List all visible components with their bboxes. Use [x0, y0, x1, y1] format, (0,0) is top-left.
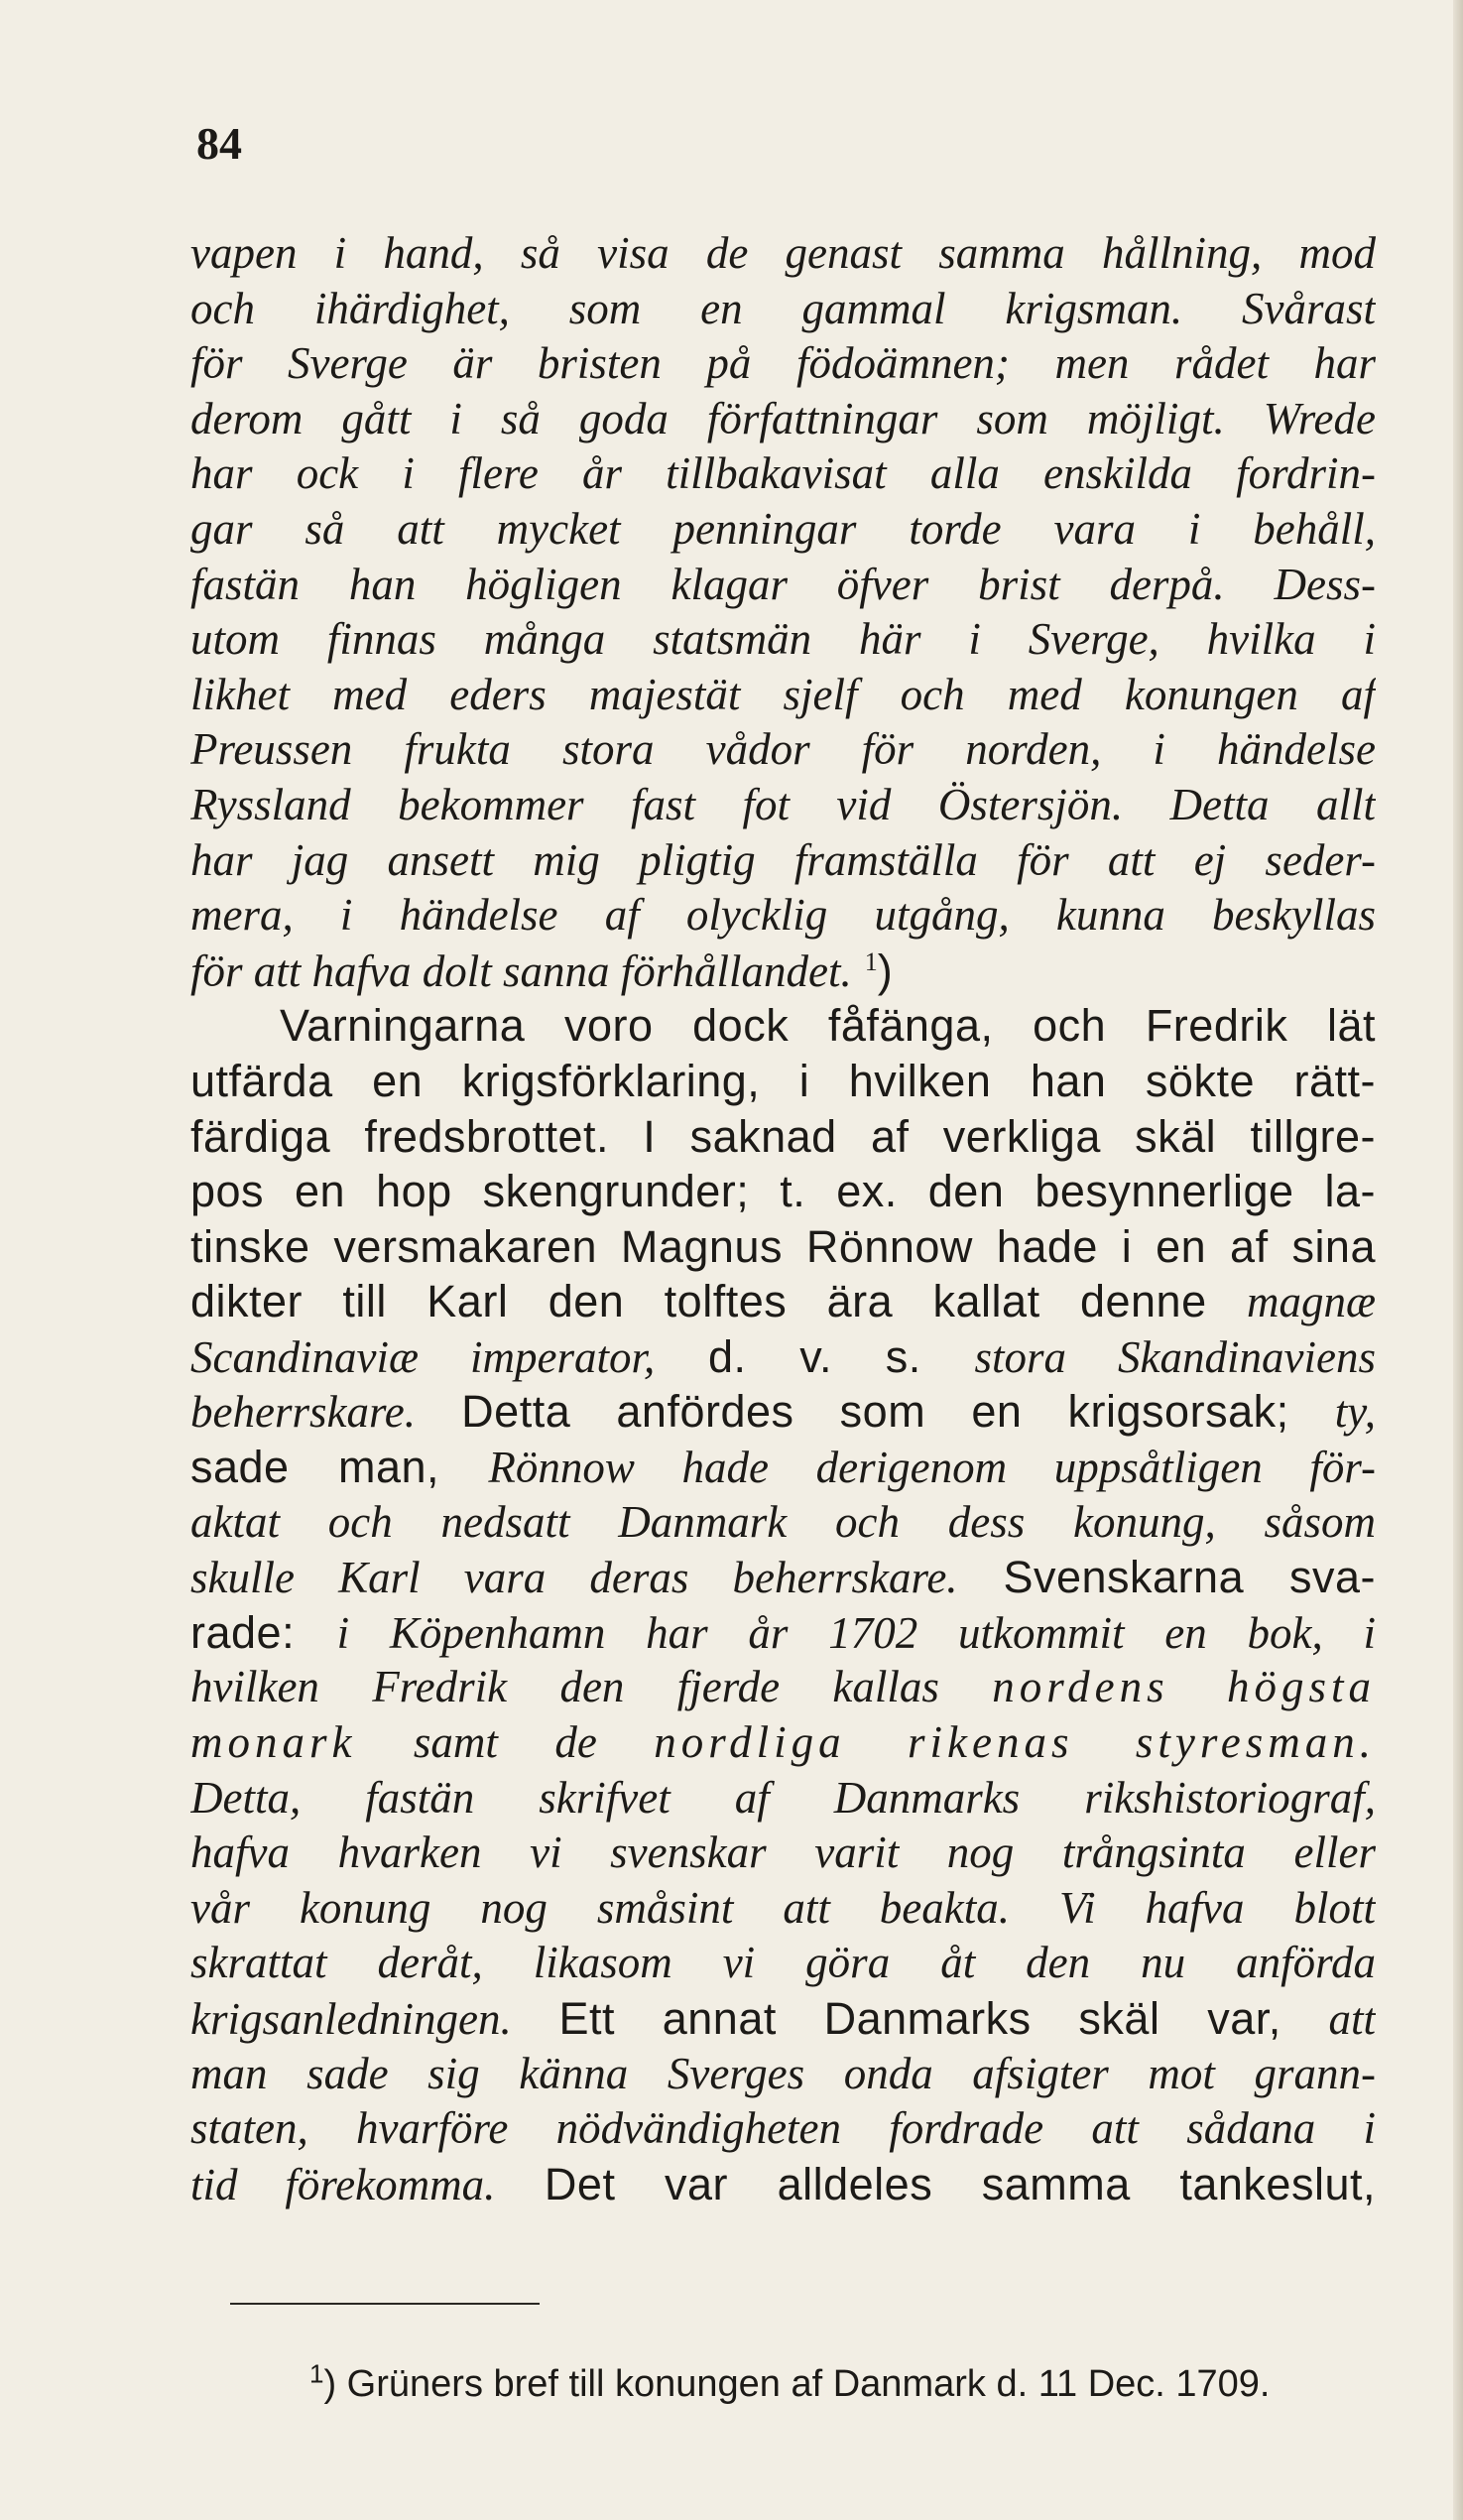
text-segment: mera, i händelse af olycklig utgång, kunna beskyllas: [190, 890, 1376, 941]
text-segment: för Sverge är bristen på födoämnen; men rådet har: [190, 338, 1376, 389]
text-line: [190, 833, 1376, 889]
text-line: [190, 446, 1376, 502]
text-line: [190, 336, 1376, 392]
text-segment: färdiga fredsbrottet. I saknad af verkliga skäl tillgre-: [190, 1110, 1376, 1162]
text-line: [190, 1991, 1376, 2047]
text-segment: i Köpenhamn har år 1702 utkommit en bok, i: [336, 1607, 1376, 1658]
text-line: [190, 1881, 1376, 1937]
text-segment: ): [877, 945, 894, 996]
text-segment: Svenskarna sva-: [957, 1552, 1376, 1603]
footnote-text: ) Grüners bref till konungen af Danmark d. 11 Dec. 1709.: [323, 2363, 1271, 2405]
text-segment: och ihärdighet, som en gammal krigsman. Svårast: [190, 283, 1376, 333]
text-line: [190, 1771, 1376, 1827]
footnote-reference: 1: [864, 946, 878, 976]
text-segment: Preussen frukta stora vådor för norden, i händelse: [190, 724, 1376, 775]
text-segment: derom gått i så goda författningar som möjligt. Wrede: [190, 393, 1376, 443]
text-segment: rade:: [190, 1606, 337, 1658]
text-line: [190, 502, 1376, 558]
footnote: [309, 2358, 1361, 2405]
text-segment: fastän han högligen klagar öfver brist derpå. Dess-: [190, 559, 1376, 609]
text-segment: Detta, fastän skrifvet af Danmarks rikshistoriograf,: [190, 1772, 1376, 1823]
text-segment: skulle Karl vara deras beherrskare.: [190, 1553, 958, 1603]
text-line: [190, 1274, 1376, 1329]
text-line: [190, 2047, 1376, 2102]
text-line: [190, 1109, 1376, 1165]
text-segment: vapen i hand, så visa de genast samma hållning, mod: [190, 228, 1376, 278]
text-segment: man sade sig känna Sverges onda afsigter mot grann-: [190, 2048, 1376, 2098]
text-line: [190, 1054, 1376, 1109]
text-line: [190, 226, 1376, 282]
text-segment: Det var alldeles samma tankeslut,: [495, 2158, 1376, 2209]
text-segment: för att hafva dolt sanna förhållandet.: [190, 945, 852, 996]
text-segment: Rönnow hade derigenom uppsåtligen för-: [488, 1443, 1376, 1493]
text-segment: dikter till Karl den tolftes ära kallat denne: [190, 1276, 1247, 1327]
text-line: [190, 2101, 1376, 2157]
footnote-marker: 1: [309, 2358, 324, 2389]
text-segment: beherrskare.: [190, 1387, 417, 1438]
text-line: [190, 1384, 1376, 1440]
text-segment: Scandinaviæ imperator,: [190, 1331, 656, 1382]
text-line: [190, 1605, 1376, 1661]
text-segment: Detta anfördes som en krigsorsak;: [416, 1386, 1335, 1438]
text-segment: krigsanledningen.: [190, 1994, 512, 2044]
page-number: 84: [196, 118, 242, 169]
text-segment: d. v. s.: [655, 1330, 975, 1382]
text-line: [190, 1826, 1376, 1881]
text-segment: magnæ: [1246, 1277, 1376, 1327]
text-line: [190, 1495, 1376, 1551]
text-segment: att: [1328, 1994, 1376, 2044]
text-line: [190, 998, 1376, 1054]
text-segment: Varningarna voro dock fåfänga, och Fredrik lät: [280, 1000, 1376, 1052]
text-segment: har jag ansett mig pligtig framställa för att ej seder-: [190, 834, 1376, 885]
text-segment: nordliga rikenas styresman.: [654, 1717, 1376, 1768]
text-segment: vår konung nog småsint att beakta. Vi hafva blott: [190, 1882, 1376, 1933]
text-segment: tid förekomma.: [190, 2159, 496, 2209]
text-line: [190, 1440, 1376, 1495]
text-line: [190, 282, 1376, 337]
text-line: [190, 778, 1376, 833]
text-line: [190, 2157, 1376, 2212]
text-segment: tinske versmakaren Magnus Rönnow hade i en af sina: [190, 1220, 1376, 1272]
text-line: [190, 1219, 1376, 1275]
text-segment: aktat och nedsatt Danmark och dess konung, såsom: [190, 1496, 1376, 1547]
body-text: [190, 226, 1376, 2211]
text-segment: staten, hvarföre nödvändigheten fordrade att sådana i: [190, 2103, 1376, 2154]
text-segment: nordens högsta: [992, 1662, 1376, 1712]
text-line: [190, 722, 1376, 778]
text-segment: utom finnas många statsmän här i Sverge, hvilka i: [190, 614, 1376, 665]
text-segment: utfärda en krigsförklaring, i hvilken han sökte rätt-: [190, 1055, 1376, 1106]
text-segment: skrattat deråt, likasom vi göra åt den nu anförda: [190, 1938, 1376, 1988]
text-segment: ty,: [1334, 1387, 1376, 1438]
text-segment: monark: [190, 1717, 357, 1768]
text-line: [190, 944, 1376, 999]
text-line: [190, 1164, 1376, 1219]
text-line: [190, 888, 1376, 944]
text-segment: pos en hop skengrunder; t. ex. den besynnerlige la-: [190, 1166, 1376, 1217]
text-line: [190, 1715, 1376, 1771]
text-segment: [852, 945, 865, 996]
text-line: [190, 1550, 1376, 1605]
text-line: [190, 392, 1376, 447]
text-segment: likhet med eders majestät sjelf och med konungen af: [190, 669, 1376, 719]
text-segment: stora Skandinaviens: [974, 1331, 1376, 1382]
text-segment: Ryssland bekommer fast fot vid Östersjön. Detta allt: [190, 779, 1376, 829]
text-segment: gar så att mycket penningar torde vara i behåll,: [190, 503, 1376, 554]
text-segment: sade man,: [190, 1442, 489, 1493]
text-line: [190, 612, 1376, 668]
text-segment: har ock i flere år tillbakavisat alla enskilda fordrin-: [190, 448, 1376, 499]
text-line: [190, 1660, 1376, 1715]
text-segment: hvilken Fredrik den fjerde kallas: [190, 1662, 993, 1712]
scan-edge: [1453, 0, 1463, 2520]
text-line: [190, 558, 1376, 613]
text-segment: samt de: [356, 1717, 655, 1768]
text-segment: hafva hvarken vi svenskar varit nog trångsinta eller: [190, 1827, 1376, 1878]
footnote-divider: [230, 2303, 540, 2305]
text-line: [190, 1936, 1376, 1991]
text-line: [190, 1329, 1376, 1385]
text-line: [190, 668, 1376, 723]
text-segment: Ett annat Danmarks skäl var,: [511, 1993, 1329, 2044]
